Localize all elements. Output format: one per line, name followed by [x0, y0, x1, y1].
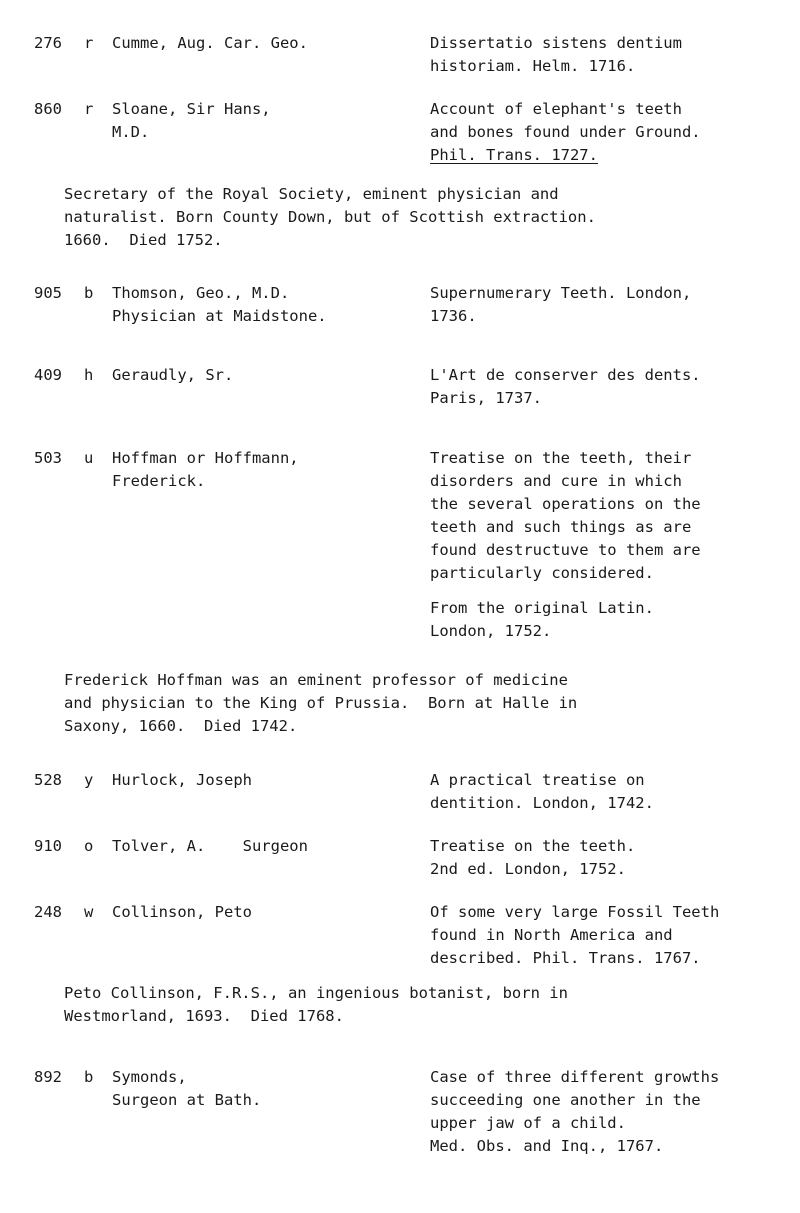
entry-author: Hurlock, Joseph	[112, 771, 252, 789]
entry-number: 528	[34, 771, 62, 789]
entry-number: 503	[34, 449, 62, 467]
biographical-note: Frederick Hoffman was an eminent professor of medicine and physician to the King of Prussia. Born at Halle in Saxony, 1660. Died 1742.	[64, 671, 578, 735]
entry-work: Supernumerary Teeth. London, 1736.	[430, 284, 692, 325]
entry-code: o	[84, 837, 94, 855]
entry-code: h	[84, 366, 94, 384]
entry-author: Cumme, Aug. Car. Geo.	[112, 34, 308, 52]
entry-code: u	[84, 449, 94, 467]
entry-work: Case of three different growths succeeding one another in the upper jaw of a child. Med. Obs. and Inq., 1767.	[430, 1068, 720, 1155]
biographical-note: Peto Collinson, F.R.S., an ingenious botanist, born in Westmorland, 1693. Died 1768.	[64, 984, 568, 1025]
entry-code: y	[84, 771, 94, 789]
entry-work: Dissertatio sistens dentium historiam. Helm. 1716.	[430, 34, 682, 75]
entry-number: 905	[34, 284, 62, 302]
entry-author: Sloane, Sir Hans, M.D.	[112, 100, 271, 141]
entry-author: Geraudly, Sr.	[112, 366, 234, 384]
entry-code: w	[84, 903, 94, 921]
biographical-note: Secretary of the Royal Society, eminent physician and naturalist. Born County Down, but of Scottish extraction. 1660. Died 1752.	[64, 185, 596, 249]
entry-work: Treatise on the teeth, their disorders and cure in which the several operations on the teeth and such things as are found destructuve to them are particularly considered. From the original Latin. London, 1752.	[430, 449, 701, 640]
entry-work: A practical treatise on dentition. London, 1742.	[430, 771, 654, 812]
entry-work: Treatise on the teeth. 2nd ed. London, 1752.	[430, 837, 636, 878]
entry-author: Symonds, Surgeon at Bath.	[112, 1068, 262, 1109]
entry-number: 910	[34, 837, 62, 855]
entry-author: Hoffman or Hoffmann, Frederick.	[112, 449, 299, 490]
entry-code: b	[84, 1068, 94, 1086]
entry-code: r	[84, 34, 94, 52]
entry-work: L'Art de conserver des dents. Paris, 1737.	[430, 366, 701, 407]
entry-number: 248	[34, 903, 62, 921]
entry-code: b	[84, 284, 94, 302]
entry-number: 409	[34, 366, 62, 384]
entry-number: 860	[34, 100, 62, 118]
entry-author: Thomson, Geo., M.D. Physician at Maidstone.	[112, 284, 327, 325]
entry-code: r	[84, 100, 94, 118]
entry-number: 276	[34, 34, 62, 52]
entry-work: Of some very large Fossil Teeth found in North America and described. Phil. Trans. 1767.	[430, 903, 720, 967]
entry-author: Tolver, A. Surgeon	[112, 837, 308, 855]
entry-author: Collinson, Peto	[112, 903, 252, 921]
entry-number: 892	[34, 1068, 62, 1086]
entry-work: Account of elephant's teeth and bones found under Ground. Phil. Trans. 1727.	[430, 100, 701, 164]
